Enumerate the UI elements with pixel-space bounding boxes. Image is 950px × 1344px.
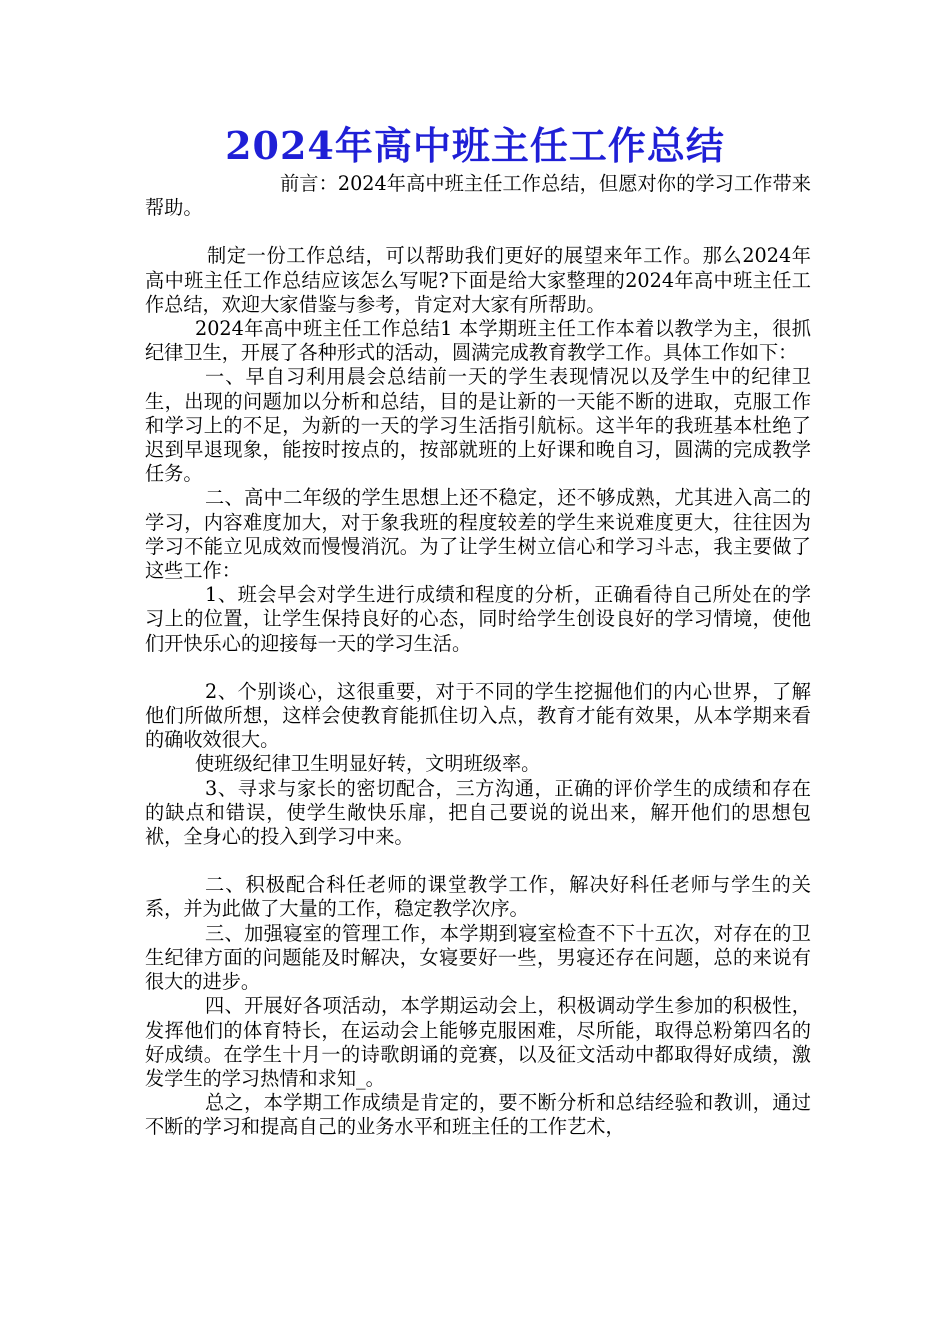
document-title: 2024年高中班主任工作总结 [225, 123, 725, 168]
document-body [145, 172, 811, 1140]
paragraph-gap [145, 849, 811, 873]
paragraph-activities: 四、开展好各项活动，本学期运动会上，积极调动学生参加的积极性，发挥他们的体育特长，在运动会上能够克服困难，尽所能，取得总粉第四名的好成绩。在学生十月一的诗歌朗诵的竞赛，以及征文活动中都取得好成绩，激发学生的学习热情和求知_。 [145, 994, 811, 1090]
paragraph-item-3: 3、寻求与家长的密切配合，三方沟通，正确的评价学生的成绩和存在的缺点和错误，使学生敞快乐扉，把自己要说的说出来，解开他们的思想包袱，全身心的投入到学习中来。 [145, 776, 811, 849]
paragraph-discipline: 使班级纪律卫生明显好转，文明班级率。 [195, 752, 541, 776]
paragraph-item-1: 1、班会早会对学生进行成绩和程度的分析，正确看待自己所处在的学习上的位置，让学生保持良好的心态，同时给学生创设良好的学习情境，使他们开快乐心的迎接每一天的学习生活。 [145, 583, 811, 655]
paragraph-section-1: 一、早自习利用晨会总结前一天的学生表现情况以及学生中的纪律卫生，出现的问题加以分析和总结，目的是让新的一天能不断的进取，克服工作和学习上的不足，为新的一天的学习生活指引航标。这半年的我班基本杜绝了迟到早退现象，能按时按点的，按部就班的上好课和晚自习，圆满的完成教学任务。 [145, 365, 811, 486]
paragraph-intro: 制定一份工作总结，可以帮助我们更好的展望来年工作。那么2024年高中班主任工作总结应该怎么写呢?下面是给大家整理的2024年高中班主任工作总结，欢迎大家借鉴与参考，肯定对大家有所帮助。 [145, 244, 811, 316]
paragraph-dormitory: 三、加强寝室的管理工作，本学期到寝室检查不下十五次，对存在的卫生纪律方面的问题能及时解决，女寝要好一些，男寝还存在问题，总的来说有很大的进步。 [145, 921, 811, 994]
paragraph-summary-1: 2024年高中班主任工作总结1 本学期班主任工作本着以教学为主，很抓纪律卫生，开展了各种形式的活动，圆满完成教育教学工作。具体工作如下： [145, 317, 811, 365]
paragraph-teachers: 二、积极配合科任老师的课堂教学工作，解决好科任老师与学生的关系，并为此做了大量的工作，稳定教学次序。 [145, 873, 811, 921]
paragraph-gap [145, 220, 811, 244]
paragraph-gap [145, 656, 811, 680]
paragraph-item-2: 2、个别谈心，这很重要，对于不同的学生挖掘他们的内心世界，了解他们所做所想，这样会使教育能抓住切入点，教育才能有效果，从本学期来看的确收效很大。 [145, 679, 811, 752]
paragraph-section-2: 二、高中二年级的学生思想上还不稳定，还不够成熟，尤其进入高二的学习，内容难度加大，对于象我班的程度较差的学生来说难度更大，往往因为学习不能立见成效而慢慢消沉。为了让学生树立信心和学习斗志，我主要做了这些工作： [145, 486, 811, 583]
paragraph-preface: 前言：2024年高中班主任工作总结，但愿对你的学习工作带来帮助。 [145, 172, 811, 220]
paragraph-conclusion: 总之，本学期工作成绩是肯定的，要不断分析和总结经验和教训，通过不断的学习和提高自己的业务水平和班主任的工作艺术， [145, 1091, 811, 1139]
